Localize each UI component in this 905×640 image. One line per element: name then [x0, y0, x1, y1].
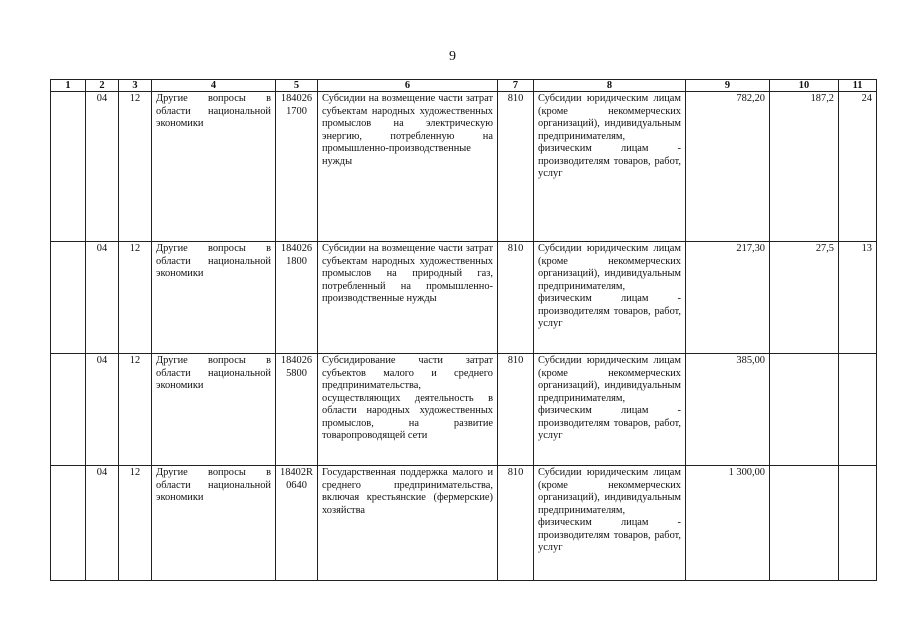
col-header-5: 5	[276, 80, 318, 92]
cell-col10: 27,5	[770, 242, 839, 354]
cell-target-name: Государственная поддержка малого и среднего предпринимательства, включая крестьянские (фермерские) хозяйства	[318, 466, 498, 581]
cell-target-code: 184026 1700	[276, 92, 318, 242]
cell-section: 04	[86, 466, 119, 581]
cell-col10: 187,2	[770, 92, 839, 242]
cell-col1	[51, 242, 86, 354]
table-row	[51, 466, 877, 581]
cell-col11	[839, 354, 877, 466]
cell-section-name: Другие вопросы в области национальной экономики	[152, 92, 276, 242]
col-header-8: 8	[534, 80, 686, 92]
cell-amount: 385,00	[686, 354, 770, 466]
col-header-2: 2	[86, 80, 119, 92]
cell-expense-type: 810	[498, 354, 534, 466]
cell-section-name: Другие вопросы в области национальной экономики	[152, 466, 276, 581]
cell-col10	[770, 466, 839, 581]
cell-target-code: 184026 5800	[276, 354, 318, 466]
cell-col11: 24	[839, 92, 877, 242]
col-header-10: 10	[770, 80, 839, 92]
cell-expense-type: 810	[498, 466, 534, 581]
cell-expense-type-name: Субсидии юридическим лицам (кроме некоммерческих организаций), индивидуальным предпринимателям, физическим лицам - производителям товаров, работ, услуг	[534, 354, 686, 466]
cell-expense-type-name: Субсидии юридическим лицам (кроме некоммерческих организаций), индивидуальным предпринимателям, физическим лицам - производителям товаров, работ, услуг	[534, 242, 686, 354]
cell-col1	[51, 466, 86, 581]
cell-section-name: Другие вопросы в области национальной экономики	[152, 242, 276, 354]
col-header-3: 3	[119, 80, 152, 92]
cell-target-name: Субсидии на возмещение части затрат субъектам народных художественных промыслов на природный газ, потребленный на промышленно-производственные нужды	[318, 242, 498, 354]
cell-target-code: 184026 1800	[276, 242, 318, 354]
cell-expense-type: 810	[498, 92, 534, 242]
cell-target-code: 18402R 0640	[276, 466, 318, 581]
cell-expense-type-name: Субсидии юридическим лицам (кроме некоммерческих организаций), индивидуальным предпринимателям, физическим лицам - производителям товаров, работ, услуг	[534, 92, 686, 242]
col-header-6: 6	[318, 80, 498, 92]
col-header-1: 1	[51, 80, 86, 92]
cell-expense-type: 810	[498, 242, 534, 354]
cell-subsection: 12	[119, 354, 152, 466]
cell-subsection: 12	[119, 242, 152, 354]
cell-subsection: 12	[119, 466, 152, 581]
cell-col11: 13	[839, 242, 877, 354]
cell-section: 04	[86, 92, 119, 242]
col-header-11: 11	[839, 80, 877, 92]
col-header-7: 7	[498, 80, 534, 92]
cell-col1	[51, 92, 86, 242]
cell-expense-type-name: Субсидии юридическим лицам (кроме некоммерческих организаций), индивидуальным предпринимателям, физическим лицам - производителям товаров, работ, услуг	[534, 466, 686, 581]
cell-col1	[51, 354, 86, 466]
header-row	[51, 80, 877, 92]
table-row	[51, 242, 877, 354]
cell-col11	[839, 466, 877, 581]
col-header-9: 9	[686, 80, 770, 92]
cell-subsection: 12	[119, 92, 152, 242]
cell-section-name: Другие вопросы в области национальной экономики	[152, 354, 276, 466]
cell-amount: 217,30	[686, 242, 770, 354]
cell-amount: 782,20	[686, 92, 770, 242]
cell-amount: 1 300,00	[686, 466, 770, 581]
budget-table	[50, 79, 877, 581]
table-row	[51, 354, 877, 466]
cell-target-name: Субсидирование части затрат субъектов малого и среднего предпринимательства, осуществляющих деятельность в области народных художественных промыслов, на развитие товаропроводящей сети	[318, 354, 498, 466]
cell-section: 04	[86, 354, 119, 466]
col-header-4: 4	[152, 80, 276, 92]
cell-section: 04	[86, 242, 119, 354]
cell-target-name: Субсидии на возмещение части затрат субъектам народных художественных промыслов на электрическую энергию, потребленную на промышленно-производственные нужды	[318, 92, 498, 242]
cell-col10	[770, 354, 839, 466]
table-row	[51, 92, 877, 242]
page-number: 9	[449, 49, 456, 64]
